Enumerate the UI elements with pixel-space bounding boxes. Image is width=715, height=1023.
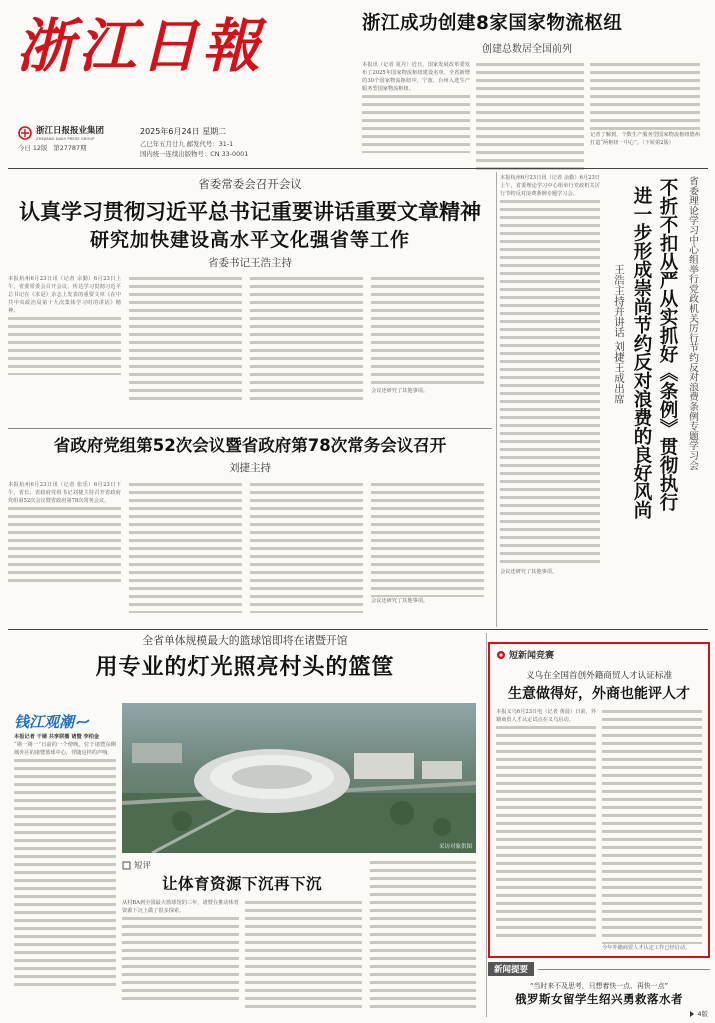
news-summary-page[interactable] xyxy=(689,1009,708,1018)
press-group-icon xyxy=(18,126,32,140)
news-summary-headline[interactable]: 俄罗斯女留学生绍兴勇救落水者 xyxy=(515,992,683,1006)
stadium-illustration xyxy=(122,703,476,853)
feature-lead: “锵一锵一”日前的一个傍晚，位于诸暨东侧城外区的诸暨篮球中心，伴随这样的声响。 xyxy=(14,742,116,757)
story-provincial-government xyxy=(8,434,492,624)
short-news-box xyxy=(488,642,710,958)
story3-kicker: 省委理论学习中心组举行党政机关厉行节约反对浪费条例专题学习会 xyxy=(687,176,698,470)
brief-headline: 让体育资源下沉再下沉 xyxy=(161,875,322,893)
story1-end: 会议还研究了其他事项。 xyxy=(371,388,429,394)
issue-number: 第27787期 xyxy=(53,144,87,152)
brief-commentary xyxy=(122,859,362,1013)
top-story xyxy=(362,12,706,164)
masthead-title: 浙江日報 xyxy=(16,12,265,80)
photo-caption: 采访对象供图 xyxy=(438,844,472,850)
story2-col-2 xyxy=(129,481,242,613)
press-group-name-en: ZHEJIANG DAILY PRESS GROUP xyxy=(36,136,95,141)
press-group-logo xyxy=(18,124,104,141)
news-box-headline: 生意做得好，外商也能评人才 xyxy=(508,686,690,702)
wave-icon xyxy=(76,715,90,729)
news-box-tag: 短新闻竞赛 xyxy=(509,651,555,661)
top-story-headline: 浙江成功创建8家国家物流枢纽 xyxy=(362,13,623,34)
cn-number: 国内统一连续出版物号：CN 33-0001 xyxy=(140,150,249,158)
story2-lead: 本报杭州6月23日讯（记者 张乐）6月23日下午，省长、省政府党组书记刘捷主持召开省政府党组第52次会议暨省政府第78次常务会议。 xyxy=(8,482,121,505)
news-tag-icon xyxy=(496,650,506,660)
story1-col-2 xyxy=(129,275,242,405)
story1-col-3 xyxy=(250,275,363,405)
brief-tag: 短评 xyxy=(134,861,152,871)
press-group-name: 浙江日报报业集团 xyxy=(36,126,105,136)
news-summary xyxy=(488,962,710,1018)
story2-byline: 刘捷主持 xyxy=(229,462,271,474)
story-provincial-committee xyxy=(8,174,492,424)
column-logo-text: 钱江观潮 xyxy=(14,713,75,731)
feature-headline: 用专业的灯光照亮村头的篮筐 xyxy=(95,655,395,680)
story3-byline: 王浩主持并讲话 刘捷王成出席 xyxy=(613,264,625,404)
story1-byline: 省委书记王浩主持 xyxy=(208,257,292,269)
story3-headline-1: 不折不扣从严从实抓好《条例》贯彻执行 xyxy=(657,178,678,511)
issue-date: 2025年6月24日 星期二 xyxy=(140,127,227,136)
story2-end: 会议还研究了其他事项。 xyxy=(371,598,429,604)
top-story-tail: 记者了解到，个数生产服务型国家物流枢纽德州打造“两枢纽一中心”。（下转第2版） xyxy=(590,132,700,147)
story1-headline-2: 研究加快建设高水平文化强省等工作 xyxy=(89,229,410,251)
story3-headline-2: 进一步形成崇尚节约反对浪费的良好风尚 xyxy=(631,186,652,519)
top-story-subhead: 创建总数居全国前列 xyxy=(482,44,572,55)
page-count: 今日 12版 xyxy=(18,144,48,152)
news-box-lead: 本报义乌6月23日电（记者 黄晨）日前，外籍商贸人才认定试点在义乌启动。 xyxy=(496,709,596,724)
story3-lead: 本报杭州6月23日讯（记者 余勤）6月23日上午，省委理论学习中心组举行党政机关厉行节约反对浪费条例专题学习会。 xyxy=(500,175,600,198)
top-story-lead: 本报讯（记者 夏丹）近日，国家发展改革委发布了2025年国家物流枢纽建设名单，全省新增的30个国家物流枢纽中，宁波、台州入选生产服务型国家物流枢纽。 xyxy=(362,62,470,93)
story2-col-3 xyxy=(250,481,363,613)
masthead xyxy=(14,6,359,164)
story3-end: 会议还研究了其他事项。 xyxy=(500,569,558,576)
arrow-right-icon xyxy=(689,1011,695,1017)
news-summary-page-label: 4版 xyxy=(697,1010,708,1018)
story1-headline-1: 认真学习贯彻习近平总书记重要讲话重要文章精神 xyxy=(19,200,481,224)
brief-text: 从村BA到全国最大篮球馆的三年，诸暨在推动体育资源下沉上做了很多探索。 xyxy=(122,900,239,915)
story2-headline: 省政府党组第52次会议暨省政府第78次常务会议召开 xyxy=(53,436,447,455)
news-box-tail: 今年外籍商贸人才认定工作已经启动。 xyxy=(602,945,691,951)
feature-kicker: 全省单体规模最大的篮球馆即将在诸暨开馆 xyxy=(142,634,348,647)
feature-col-right xyxy=(370,859,476,1013)
story-theory-study xyxy=(500,172,708,627)
lunar-date: 乙巳年五月廿九 邮发代号：31-1 xyxy=(140,140,234,148)
feature-basketball xyxy=(8,633,482,1017)
column-logo xyxy=(14,711,90,732)
stadium-photo xyxy=(122,703,476,853)
news-summary-tag: 新闻提要 xyxy=(488,962,534,976)
brief-col-2 xyxy=(245,899,362,1009)
feature-credits: 本报记者 干婧 共享联播 诸暨 李柏金 xyxy=(14,734,100,740)
top-story-body-col xyxy=(476,61,584,173)
story1-kicker: 省委常委会召开会议 xyxy=(198,177,302,191)
story1-lead: 本报杭州6月23日讯（记者 余勤）6月23日上午，省委常委会召开会议，传达学习贯彻习近平总书记在《求是》杂志上发表的重要文章《在中共中央政治局第十九次集体学习时的讲话》精神。 xyxy=(8,276,121,315)
news-summary-quote: “当时来不及思考，只想着快一点、再快一点” xyxy=(529,982,669,990)
news-box-kicker: 义乌在全国首创外籍商贸人才认证标准 xyxy=(525,671,673,681)
comment-icon xyxy=(122,861,131,870)
